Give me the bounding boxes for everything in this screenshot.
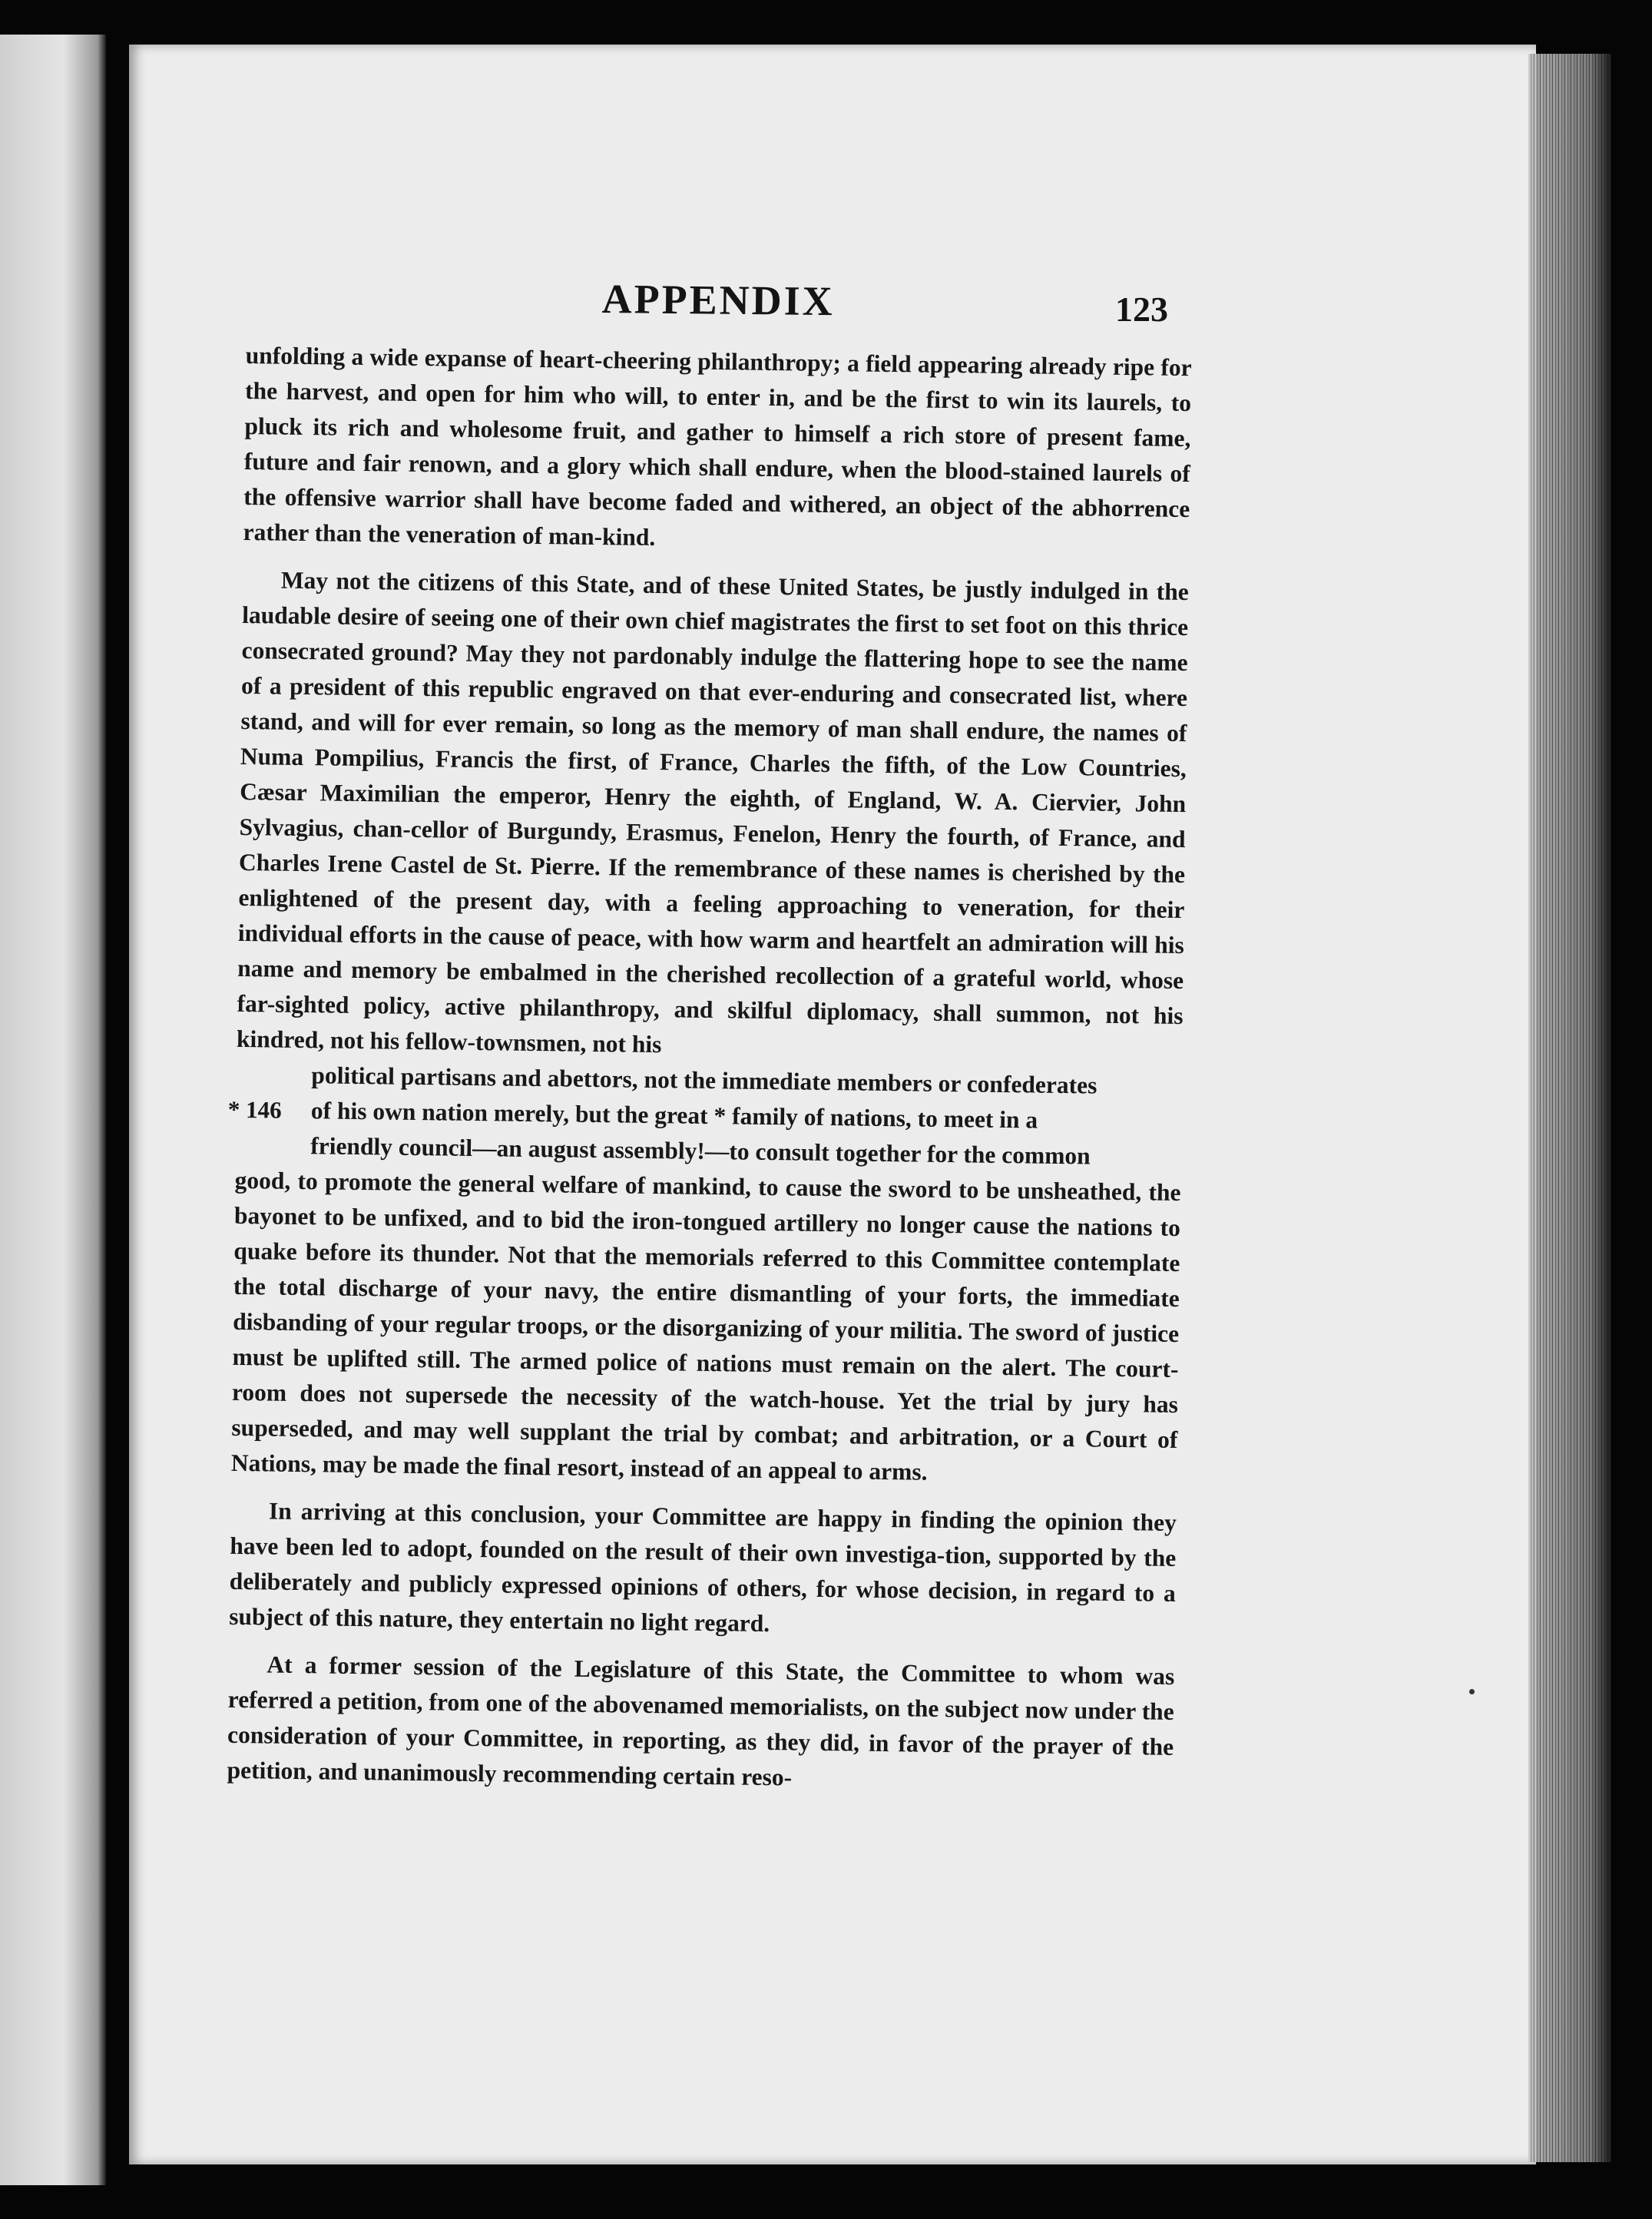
paragraph-citizens-line-c: of his own nation merely, but the great * family of nations, to meet in a [310,1097,1038,1134]
paragraph-continued: unfolding a wide expanse of heart-cheering philanthropy; a field appearing already ripe for the harvest, and open for him who will, to enter in, and be the first to win its laurels, to pluck its rich and wholesome fruit, and gather to himself a rich store of present fame, future and fair renown, and a glory which shall endure, when the blood-stained laurels of the offensive warrior shall have become faded and withered, an object of the abhorrence rather than the veneration of man-kind. [243,341,1192,551]
margin-note-block [227,1057,1183,1175]
paragraph-citizens-line-d: friendly council—an august assembly!—to consult together for the common [310,1132,1091,1170]
body-text [227,338,1192,1813]
paragraph-conclusion: In arriving at this conclusion, your Committee are happy in finding the opinion they have been led to adopt, founded on the result of their own investiga-tion, supported by the deliberately and publicly expressed opinions of others, for whose decision, in regard to a subject of this nature, they entertain no light regard. [228,1497,1177,1638]
paragraph-citizens-text: May not the citizens of this State, and of these United States, be justly indulged in the laudable desire of seeing one of their own chief magistrates the first to set foot on this thrice consecrated ground? May they not pardonably indulge the flattering hope to see the name of a president of this republic engraved on that ever-enduring and consecrated list, where stand, and will for ever remain, so long as the memory of man shall endure, the names of Numa Pompilius, Francis the first, of France, Charles the fifth, of the Low Countries, Cæsar Maximilian the emperor, Henry the eighth, of England, W. A. Ciervier, John Sylvagius, chan-cellor of Burgundy, Erasmus, Fenelon, Henry the fourth, of France, and Charles Irene Castel de St. Pierre. If the remembrance of these names is cherished by the enlightened of the present day, with a feeling approaching to veneration, for their individual efforts in the cause of peace, with how warm and heartfelt an admiration will his name and memory be embalmed in the cherished recollection of a grateful world, whose far-sighted policy, active philanthropy, and skilful diplomacy, shall summon, not his kindred, not his fellow-townsmen, not his [236,566,1190,1058]
ink-speck [1469,1689,1475,1694]
paragraph-former-session: At a former session of the Legislature of this State, the Committee to whom was referred a petition, from one of the abovenamed memorialists, on the subject now under the consideration of your Committee, in reporting, as they did, in favor of the prayer of the petition, and unanimously recommending certain reso- [227,1651,1175,1791]
paragraph-citizens [237,562,1189,1069]
page-number: 123 [1115,290,1168,329]
facing-page-edge [0,35,106,2185]
paragraph-citizens-line-b: political partisans and abettors, not the immediate members or confederates [311,1061,1097,1099]
paragraph-citizens-continued: good, to promote the general welfare of mankind, to cause the sword to be unsheathed, the bayonet to be unfixed, and to bid the iron-tongued artillery no longer cause the nations to quake before its thunder. Not that the memorials referred to this Committee contemplate the total discharge of your navy, the entire dismantling of your forts, the immediate disbanding of your regular troops, or the disorganizing of your militia. The sword of justice must be uplifted still. The armed police of nations must remain on the alert. The court-room does not supersede the necessity of the watch-house. Yet the trial by jury has superseded, and may well supplant the trial by combat; and arbitration, or a Court of Nations, may be made the final resort, instead of an appeal to arms. [230,1166,1181,1485]
margin-note: * 146 [227,1095,282,1124]
page-stack-shadow [1528,54,1611,2162]
running-head: APPENDIX [601,276,836,325]
